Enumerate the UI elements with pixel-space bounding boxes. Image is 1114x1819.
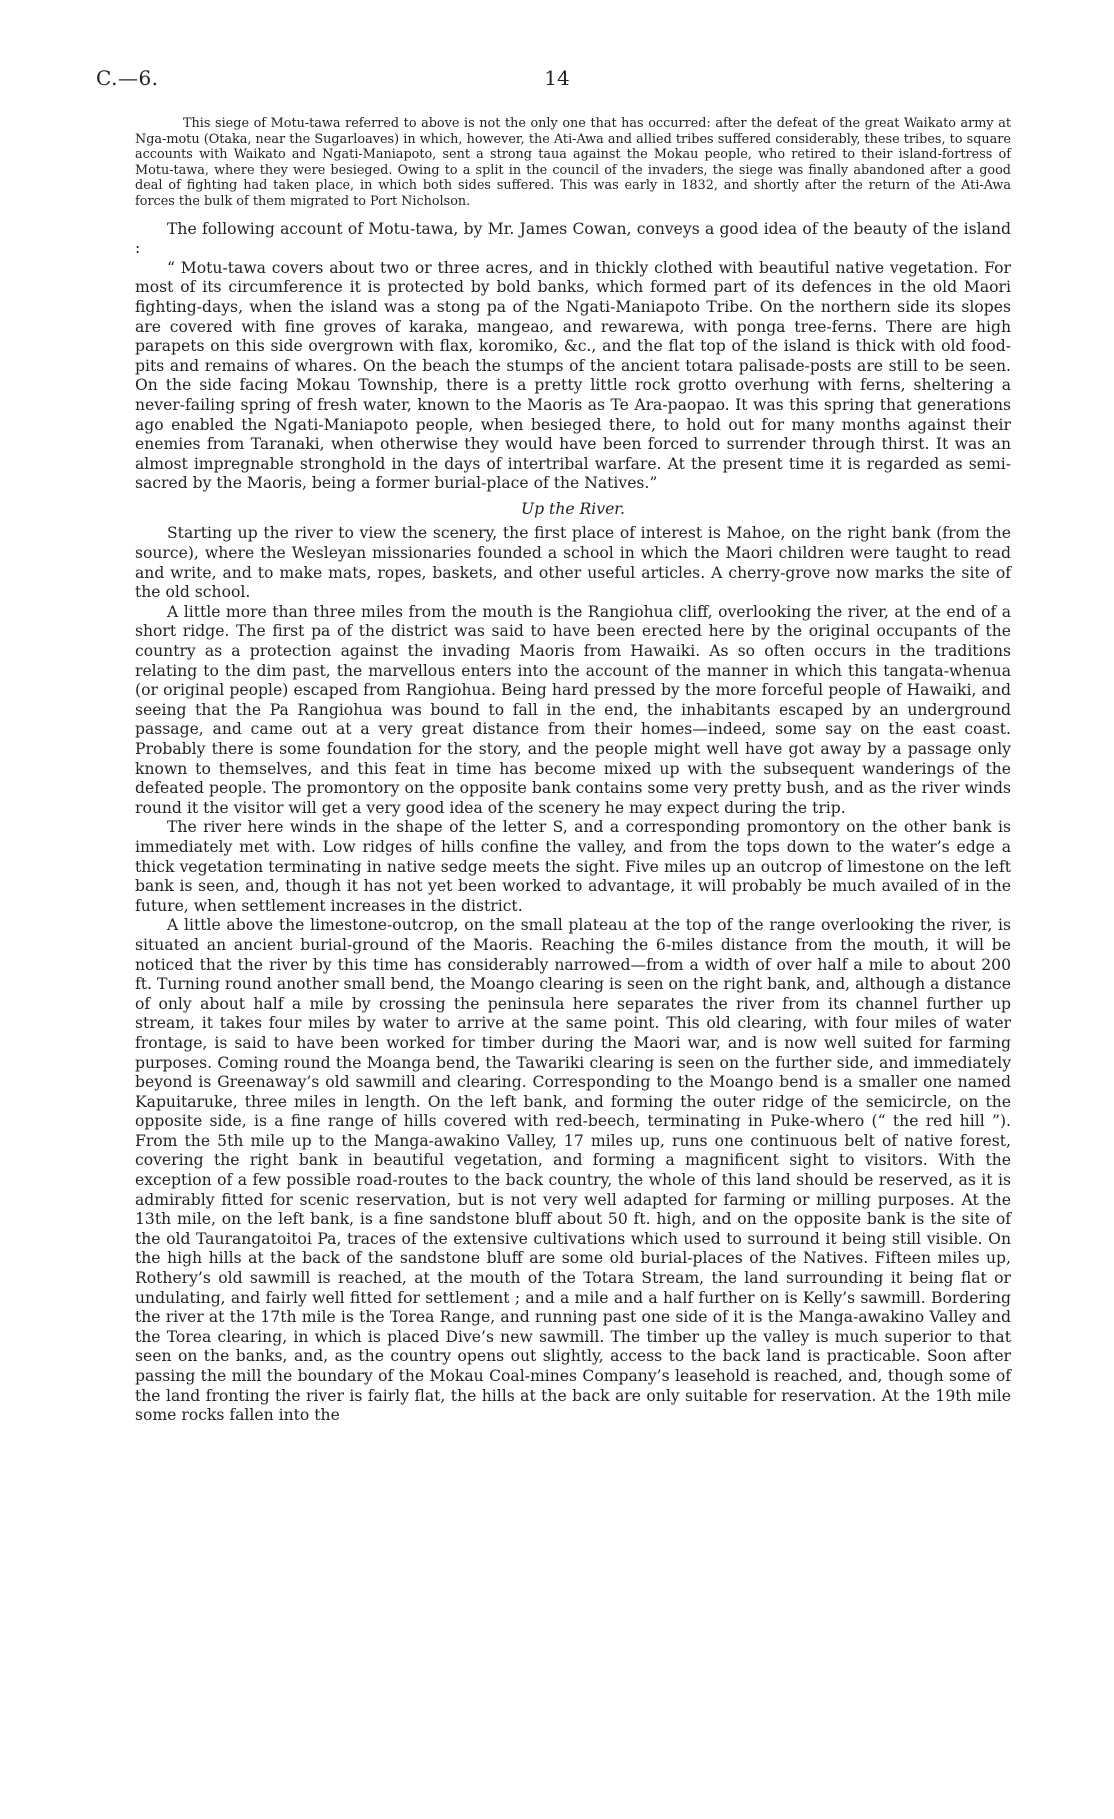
page-number: 14 — [544, 66, 570, 90]
section-heading: Up the River. — [520, 499, 626, 518]
paragraph-cowan-quote: “ Motu-tawa covers about two or three acres, and in thickly clothed with beautiful native vegetation. For most of its circumference it is protected by bold banks, which formed part of its defences in the old Maori fighting-days, when the island was a stong pa of the Ngati-Maniapoto Tribe. On the northern side its slopes are covered with fine groves of karaka, mangeao, and rewarewa, with ponga tree-ferns. There are high parapets on this side overgrown with flax, koromiko, &c., and the flat top of the island is thick with old food-pits and remains of whares. On the beach the stumps of the ancient totara palisade-posts are still to be seen. On the side facing Mokau Township, there is a pretty little rock grotto overhung with ferns, sheltering a never-failing spring of fresh water, known to the Maoris as Te Ara-paopao. It was this spring that generations ago enabled the Ngati-Maniapoto people, when besieged there, to hold out for many months against their enemies from Taranaki, when otherwise they would have been forced to surrender through thirst. It was an almost impregnable stronghold in the days of intertribal warfare. At the present time it is regarded as semi-sacred by the Maoris, being a former burial-place of the Natives.” — [135, 258, 1011, 493]
paragraph-letter-s: The river here winds in the shape of the letter S, and a corresponding promontory on the other bank is immediately met with. Low ridges of hills confine the valley, and from the tops down to the water’s edge a thick vegetation terminating in native sedge meets the sight. Five miles up an outcrop of limestone on the left bank is seen, and, though it has not yet been worked to advantage, it will probably be much availed of in the future, when settlement increases in the district. — [135, 818, 1011, 915]
page-body — [135, 116, 1011, 1426]
paragraph-mahoe: Starting up the river to view the scenery, the first place of interest is Mahoe, on the right bank (from the source), where the Wesleyan missionaries founded a school in which the Maori children were taught to read and write, and to make mats, ropes, baskets, and other useful articles. A cherry-grove now marks the site of the old school. — [135, 524, 1011, 602]
page-header — [96, 66, 1018, 96]
paragraph-rangiohua: A little more than three miles from the mouth is the Rangiohua cliff, overlooking the river, at the end of a short ridge. The first pa of the district was said to have been erected here by the original occupants of the country as a protection against the invading Maoris from Hawaiki. As so often occurs in the traditions relating to the dim past, the marvellous enters into the account of the manner in which this tangata-whenua (or original people) escaped from Rangiohua. Being hard pressed by the more forceful people of Hawaiki, and seeing that the Pa Rangiohua was bound to fall in the end, the inhabitants escaped by an underground passage, and came out at a very great distance from their homes—indeed, some say on the east coast. Probably there is some foundation for the story, and the people might well have got away by a passage only known to themselves, and this feat in time has become mixed up with the subsequent wanderings of the defeated people. The promontory on the opposite bank contains some very pretty bush, and as the river winds round it the visitor will get a very good idea of the scenery he may expect during the trip. — [135, 602, 1011, 817]
paragraph-cowan-intro: The following account of Motu-tawa, by Mr. James Cowan, conveys a good idea of the beauty of the island : — [135, 219, 1011, 258]
document-code: C.—6. — [96, 66, 159, 90]
paragraph-burial-ground: A little above the limestone-outcrop, on the small plateau at the top of the range overlooking the river, is situated an ancient burial-ground of the Maoris. Reaching the 6-miles distance from the mouth, it will be noticed that the river by this time has considerably narrowed—from a width of over half a mile to about 200 ft. Turning round another small bend, the Moango clearing is seen on the right bank, and, although a distance of only about half a mile by crossing the peninsula here separates the river from its channel further up stream, it takes four miles by water to arrive at the same point. This old clearing, with four miles of water frontage, is said to have been worked for timber during the Maori war, and is now well suited for farming purposes. Coming round the Moanga bend, the Tawariki clearing is seen on the further side, and immediately beyond is Greenaway’s old sawmill and clearing. Corresponding to the Moango bend is a smaller one named Kapuitaruke, three miles in length. On the left bank, and forming the outer ridge of the semicircle, on the opposite side, is a fine range of hills covered with red-beech, terminating in Puke-whero (“ the red hill ”). From the 5th mile up to the Manga-awakino Valley, 17 miles up, runs one continuous belt of native forest, covering the right bank in beautiful vegetation, and forming a magnificent sight to visitors. With the exception of a few possible road-routes to the back country, the whole of this land should be reserved, as it is admirably fitted for scenic reservation, but is not very well adapted for farming or milling purposes. At the 13th mile, on the left bank, is a fine sandstone bluff about 50 ft. high, and on the opposite bank is the site of the old Taurangatoitoi Pa, traces of the extensive cultivations which used to surround it being still visible. On the high hills at the back of the sandstone bluff are some old burial-places of the Natives. Fifteen miles up, Rothery’s old sawmill is reached, at the mouth of the Totara Stream, the land surrounding it being flat or undulating, and fairly well fitted for settlement ; and a mile and a half further on is Kelly’s sawmill. Bordering the river at the 17th mile is the Torea Range, and running past one side of it is the Manga-awakino Valley and the Torea clearing, in which is placed Dive’s new sawmill. The timber up the valley is much superior to that seen on the banks, and, as the country opens out slightly, access to the back land is practicable. Soon after passing the mill the boundary of the Mokau Coal-mines Company’s leasehold is reached, and, though some of the land fronting the river is fairly flat, the hills at the back are only suitable for reservation. At the 19th mile some rocks fallen into the — [135, 916, 1011, 1425]
intro-note: This siege of Motu-tawa referred to above is not the only one that has occurred: after the defeat of the great Waikato army at Nga-motu (Otaka, near the Sugarloaves) in which, however, the Ati-Awa and allied tribes suffered considerably, these tribes, to square accounts with Waikato and Ngati-Maniapoto, sent a strong taua against the Mokau people, who retired to their island-fortress of Motu-tawa, where they were besieged. Owing to a split in the council of the invaders, the siege was finally abandoned after a good deal of fighting had taken place, in which both sides suffered. This was early in 1832, and shortly after the return of the Ati-Awa forces the bulk of them migrated to Port Nicholson. — [135, 116, 1011, 209]
